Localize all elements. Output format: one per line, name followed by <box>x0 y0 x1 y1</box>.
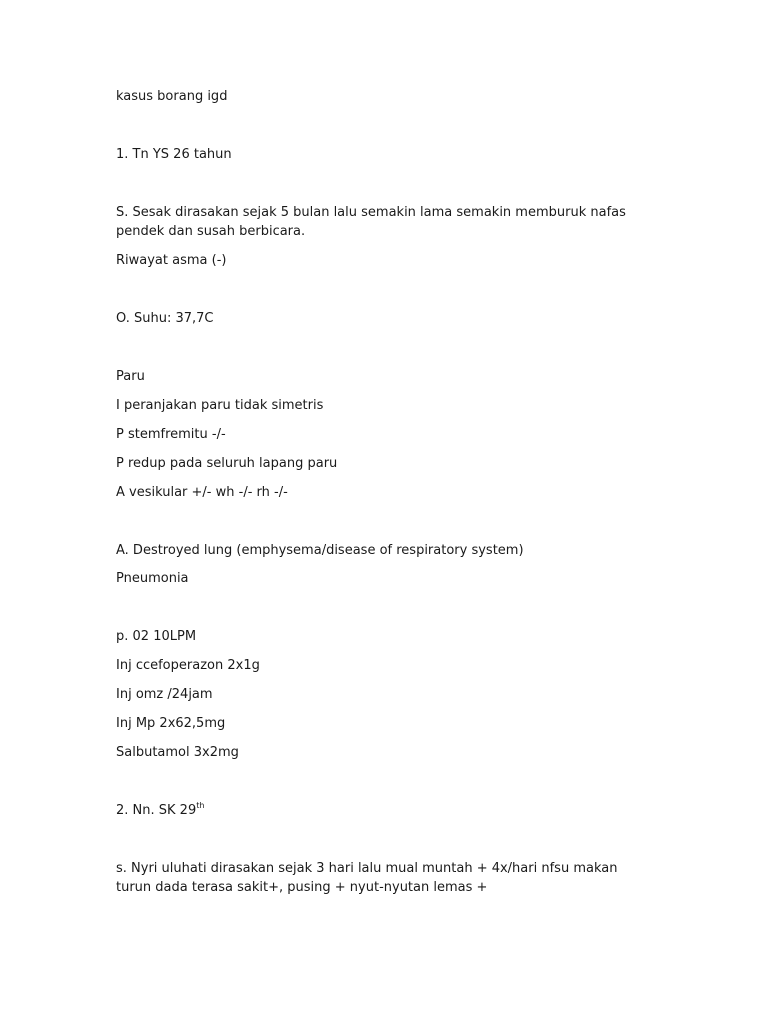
case1-plan-item: Inj Mp 2x62,5mg <box>116 716 226 731</box>
case1-heading: 1. Tn YS 26 tahun <box>116 147 232 162</box>
case1-objective: O. Suhu: 37,7C <box>116 311 214 326</box>
case1-inspeksi: I peranjakan paru tidak simetris <box>116 398 324 413</box>
case1-history: Riwayat asma (-) <box>116 253 227 268</box>
case1-assessment: A. Destroyed lung (emphysema/disease of respiratory system) <box>116 543 524 558</box>
case1-plan-item: Inj omz /24jam <box>116 687 213 702</box>
case2-heading-superscript: th <box>196 801 205 810</box>
case1-subjective: S. Sesak dirasakan sejak 5 bulan lalu semakin lama semakin memburuk nafas pendek dan susah berbicara. <box>116 205 626 239</box>
case2-heading-text: 2. Nn. SK 29 <box>116 803 197 818</box>
case1-paru-heading: Paru <box>116 369 145 384</box>
case1-plan-item: Inj ccefoperazon 2x1g <box>116 658 260 673</box>
case1-palpasi: P stemfremitu -/- <box>116 427 226 442</box>
case2-heading <box>116 801 656 820</box>
case1-perkusi: P redup pada seluruh lapang paru <box>116 456 338 471</box>
case1-plan-item: Salbutamol 3x2mg <box>116 745 239 760</box>
case1-assessment2: Pneumonia <box>116 571 189 586</box>
case1-auskultasi: A vesikular +/- wh -/- rh -/- <box>116 485 288 500</box>
case1-plan: p. 02 10LPM <box>116 629 197 644</box>
document-title: kasus borang igd <box>116 89 228 104</box>
case2-subjective: s. Nyri uluhati dirasakan sejak 3 hari lalu mual muntah + 4x/hari nfsu makan turun dada terasa sakit+, pusing + nyut-nyutan lemas + <box>116 861 618 895</box>
